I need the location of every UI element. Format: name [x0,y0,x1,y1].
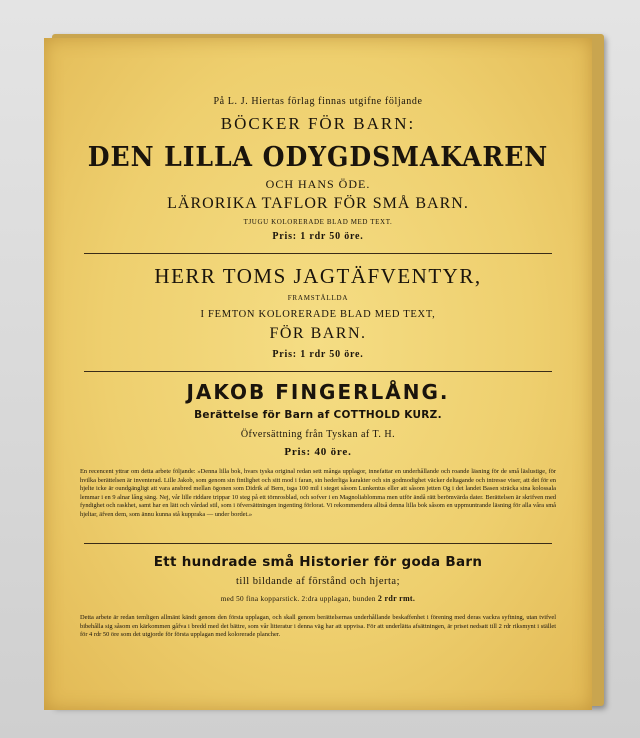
book3-title: JAKOB FINGERLÅNG. [186,380,450,404]
book2-price: Pris: 1 rdr 50 öre. [272,349,364,360]
divider [84,543,552,544]
book1-format: TJUGU KOLORERADE BLAD MED TEXT. [243,218,393,226]
book2-subtitle: FRAMSTÄLLDA [287,294,349,302]
book1-title: DEN LILLA ODYGDSMAKAREN [87,142,549,173]
book2-format: I FEMTON KOLORERADE BLAD MED TEXT, [200,309,436,320]
divider [84,371,552,372]
book3-review: En recencent yttrar om detta arbete följande: »Denna lilla bok, hvars tyska original redan sett många upplagor, innefattar en underhållande och roande läsning för de små läslustige, för hvilka berättelsen är inventerad. Lille Jakob, som genom sin fintlighet och sitt mod i faran, sin hederliga karakter och sin godmodighet väcker deltagande och intresse viser, att det för en hjelte icke är oundgängligt att vara ansbred mellan ögonen som Didrik af Bern, tsga 100 mil i steget såsom Lunkentus eller att såsom jetten Og i det landet Basen sträcka sina kolossala lemmar i en 9 alnar lång säng. Nej, vår lille riddare trippar 10 steg på ett törnrosblad, och sofver i en Magnoliablomma men utför ändå rätt berömvärda dater. Berättelsen är skrifven med fyndighet och raskhet, samt har en lätt och vårdad stil, som i öfversättningen ingenting förlorat. Vi rekommendera alltså denna lilla bok såsom en uppmuntrande läsning för alla våra små hjeltar, äfven dem, som ännu kunna stå kupprakа — under bordet.» [80,468,556,518]
publisher-intro: På L. J. Hiertas förlag finnas utgifne följande [213,96,423,107]
book4-edition-text: med 50 fina kopparstick. 2:dra upplagan, bunden [220,595,378,603]
book3-translation: Öfversättning från Tyskan af T. H. [240,429,396,440]
section-heading: BÖCKER FÖR BARN: [220,114,416,133]
book1-price: Pris: 1 rdr 50 öre. [272,231,364,242]
book2-audience: FÖR BARN. [269,325,367,342]
book3-subtitle: Berättelse för Barn af COTTHOLD KURZ. [194,409,442,421]
book4-edition [44,594,592,603]
divider [84,253,552,254]
book3-price: Pris: 40 öre. [284,446,352,458]
book-cover-page [44,38,592,710]
book4-review: Detta arbete är redan temligen allmänt kändt genom den första upplagan, och skall genom berättelsernas underhållande beskaffenhet i förening med deras vackra syftning, utan tvifvel bibehålla sig såsom en kärkommen gåfva i bredd med det bättre, som vår litteratur i denna väg har att uppvisa. För att underlätta afsättningen, är priset nedsatt till 2 rdr riksmynt i stället för 4 rdr 50 öre som det utgjorde för första upplagan med kolorerade plancher. [80,614,556,639]
book1-subtitle: OCH HANS ÖDE. [265,177,371,191]
book4-price: 2 rdr rmt. [377,594,416,603]
book4-subtitle: till bildande af förstånd och hjerta; [236,576,400,587]
book2-title: HERR TOMS JAGTÄFVENTYR, [154,264,482,288]
book1-description: LÄRORIKA TAFLOR FÖR SMÅ BARN. [167,195,469,212]
book4-title: Ett hundrade små Historier för goda Barn [153,554,483,570]
